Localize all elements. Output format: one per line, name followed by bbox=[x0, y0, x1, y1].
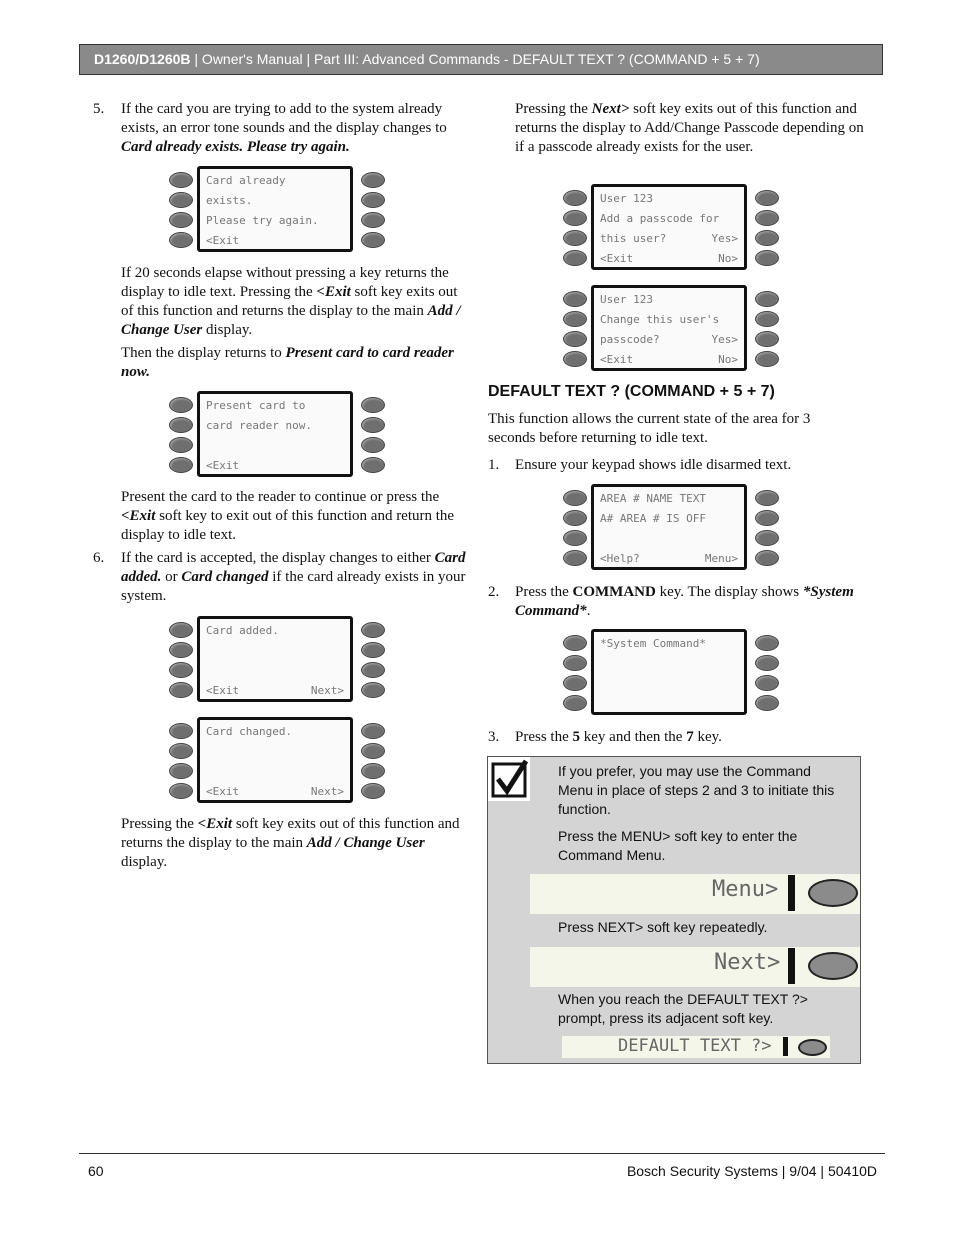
lcd-line bbox=[600, 695, 738, 713]
softkey-button-icon bbox=[169, 437, 193, 453]
softkey-button-icon bbox=[755, 490, 779, 506]
lcd-line bbox=[206, 743, 344, 761]
step-6-text: If the card is accepted, the display changes to either Card added. or Card changed if the card already exists in your system. bbox=[121, 550, 466, 604]
softkey-button-icon bbox=[169, 763, 193, 779]
softkey-button-icon bbox=[361, 417, 385, 433]
softkey-button-icon bbox=[563, 675, 587, 691]
softkey-button-icon bbox=[755, 291, 779, 307]
lcd-line: <Exit Next> bbox=[206, 785, 344, 798]
softkey-button-icon bbox=[755, 190, 779, 206]
softkey-button-icon bbox=[361, 723, 385, 739]
note-box bbox=[487, 756, 861, 1064]
lcd-line bbox=[206, 763, 344, 781]
lcd-line: User 123 bbox=[600, 192, 653, 205]
softkey-button-icon bbox=[563, 230, 587, 246]
softkey-button-icon bbox=[169, 397, 193, 413]
softkey-button-icon bbox=[169, 417, 193, 433]
footer-rule bbox=[79, 1153, 885, 1154]
default-text-softkey-illustration bbox=[562, 1036, 830, 1058]
step-number: 2. bbox=[488, 584, 500, 600]
step-number: 3. bbox=[488, 729, 500, 745]
next-paragraph: Pressing the Next> soft key exits out of this function and returns the display to Add/Change Passcode depending on if a passcode already exists for the user. bbox=[515, 101, 864, 155]
softkey-button-icon bbox=[169, 457, 193, 473]
softkey-button-icon bbox=[755, 311, 779, 327]
lcd-line: Card added. bbox=[206, 624, 279, 637]
step-2-text: Press the COMMAND key. The display shows *System Command*. bbox=[515, 584, 854, 619]
lcd-line: <Help? Menu> bbox=[600, 552, 738, 565]
cursor-bar bbox=[788, 948, 795, 984]
softkey-button-icon bbox=[361, 172, 385, 188]
softkey-button-icon bbox=[563, 550, 587, 566]
lcd-line bbox=[600, 530, 738, 548]
lcd-line: <Exit Next> bbox=[206, 684, 344, 697]
lcd-line bbox=[206, 662, 344, 680]
keypad-display bbox=[563, 285, 783, 373]
softkey-button-icon bbox=[169, 172, 193, 188]
softkey-button-icon bbox=[169, 622, 193, 638]
note-text-default: When you reach the DEFAULT TEXT ?> prompt, press its adjacent soft key. bbox=[558, 991, 808, 1026]
softkey-button-icon bbox=[755, 351, 779, 367]
cursor-bar bbox=[788, 875, 795, 911]
softkey-button-icon bbox=[169, 192, 193, 208]
lcd-line: Card changed. bbox=[206, 725, 293, 738]
lcd-screen bbox=[591, 285, 747, 371]
keypad-display bbox=[169, 616, 389, 704]
softkey-button-icon bbox=[563, 250, 587, 266]
lcd-line: this user? Yes> bbox=[600, 232, 738, 245]
softkey-button-icon bbox=[563, 331, 587, 347]
note-text-menu: Press the MENU> soft key to enter the Command Menu. bbox=[558, 828, 798, 863]
idle-paragraph: If 20 seconds elapse without pressing a key returns the display to idle text. Pressing the <Exit soft key exits out of this function and returns the display to the main Add / Change User display. bbox=[121, 265, 461, 338]
softkey-button-icon bbox=[361, 783, 385, 799]
lcd-line: <Exit No> bbox=[600, 353, 738, 366]
softkey-button-icon bbox=[563, 311, 587, 327]
softkey-button-icon bbox=[361, 662, 385, 678]
lcd-line bbox=[206, 437, 344, 455]
softkey-button-icon bbox=[361, 622, 385, 638]
softkey-button-icon bbox=[563, 490, 587, 506]
softkey-button-icon bbox=[169, 232, 193, 248]
lcd-line: Present card to bbox=[206, 399, 306, 412]
default-text-softkey-label: DEFAULT TEXT ?> bbox=[618, 1036, 772, 1056]
keypad-display bbox=[169, 166, 389, 254]
present-paragraph: Present the card to the reader to continue or press the <Exit soft key to exit out of this function and return the display to idle text. bbox=[121, 489, 455, 543]
lcd-screen bbox=[197, 166, 353, 252]
softkey-button-icon bbox=[361, 743, 385, 759]
next-softkey-illustration bbox=[530, 947, 860, 987]
keypad-display bbox=[563, 484, 783, 572]
lcd-screen bbox=[591, 484, 747, 570]
lcd-line: Add a passcode for bbox=[600, 212, 720, 225]
softkey-button-icon bbox=[755, 550, 779, 566]
menu-softkey-label: Menu> bbox=[712, 877, 779, 902]
keypad-display bbox=[169, 391, 389, 479]
softkey-button-icon bbox=[361, 437, 385, 453]
step-1-text: Ensure your keypad shows idle disarmed text. bbox=[515, 457, 792, 473]
note-text-intro: If you prefer, you may use the Command Menu in place of steps 2 and 3 to initiate this function. bbox=[558, 763, 835, 817]
softkey-button-icon bbox=[169, 783, 193, 799]
lcd-line: exists. bbox=[206, 194, 253, 207]
softkey-button-icon bbox=[563, 510, 587, 526]
step-number: 6. bbox=[93, 550, 105, 566]
softkey-button-icon bbox=[361, 212, 385, 228]
softkey-button-icon bbox=[563, 530, 587, 546]
footer-publisher: Bosch Security Systems | 9/04 | 50410D bbox=[626, 1163, 877, 1179]
softkey-button-icon bbox=[563, 291, 587, 307]
lcd-line: card reader now. bbox=[206, 419, 312, 432]
lcd-line: A# AREA # IS OFF bbox=[600, 512, 706, 525]
then-paragraph: Then the display returns to Present card to card reader now. bbox=[121, 345, 454, 380]
lcd-line: Change this user's bbox=[600, 313, 720, 326]
softkey-button-icon bbox=[169, 682, 193, 698]
softkey-button-icon bbox=[361, 192, 385, 208]
checkbox-icon bbox=[490, 759, 530, 799]
softkey-button-icon bbox=[755, 210, 779, 226]
softkey-button-icon bbox=[169, 723, 193, 739]
step-3-text: Press the 5 key and then the 7 key. bbox=[515, 729, 722, 745]
softkey-button-icon bbox=[755, 695, 779, 711]
lcd-screen bbox=[197, 717, 353, 803]
lcd-line bbox=[206, 642, 344, 660]
softkey-button-icon bbox=[361, 397, 385, 413]
softkey-button-icon bbox=[169, 212, 193, 228]
softkey-button-icon bbox=[755, 510, 779, 526]
step-5-text: If the card you are trying to add to the system already exists, an error tone sounds and the display changes to Card already exists. Please try again. bbox=[121, 101, 447, 155]
intro-paragraph: This function allows the current state of the area for 3 seconds before returning to idle text. bbox=[488, 411, 811, 446]
softkey-button-icon bbox=[169, 642, 193, 658]
softkey-button-icon bbox=[361, 232, 385, 248]
lcd-line bbox=[600, 675, 738, 693]
softkey-button-icon bbox=[563, 695, 587, 711]
keypad-display bbox=[169, 717, 389, 805]
softkey-button-icon bbox=[361, 642, 385, 658]
softkey-button-icon bbox=[361, 682, 385, 698]
softkey-button-icon bbox=[169, 743, 193, 759]
softkey-button-icon bbox=[361, 763, 385, 779]
softkey-button-icon bbox=[563, 635, 587, 651]
header-title: | Owner's Manual | Part III: Advanced Commands - DEFAULT TEXT ? (COMMAND + 5 + 7) bbox=[190, 51, 760, 67]
softkey-button-icon bbox=[755, 530, 779, 546]
lcd-screen bbox=[197, 616, 353, 702]
lcd-screen bbox=[591, 629, 747, 715]
softkey-button-icon bbox=[361, 457, 385, 473]
lcd-line: <Exit bbox=[206, 234, 240, 247]
softkey-button-icon bbox=[755, 250, 779, 266]
softkey-button-icon bbox=[755, 635, 779, 651]
page-number: 60 bbox=[88, 1163, 104, 1179]
softkey-button-icon bbox=[563, 190, 587, 206]
keypad-display bbox=[563, 184, 783, 272]
header-product: D1260/D1260B bbox=[94, 51, 191, 67]
softkey-button-icon bbox=[798, 1039, 827, 1056]
lcd-line: <Exit bbox=[206, 459, 240, 472]
lcd-line: Please try again. bbox=[206, 214, 319, 227]
lcd-line: Card already bbox=[206, 174, 286, 187]
next-softkey-label: Next> bbox=[714, 950, 781, 975]
note-text-next: Press NEXT> soft key repeatedly. bbox=[558, 919, 768, 935]
lcd-line: passcode? Yes> bbox=[600, 333, 738, 346]
softkey-button-icon bbox=[808, 879, 858, 907]
cursor-bar bbox=[783, 1037, 788, 1056]
softkey-button-icon bbox=[755, 230, 779, 246]
softkey-button-icon bbox=[563, 655, 587, 671]
section-heading: DEFAULT TEXT ? (COMMAND + 5 + 7) bbox=[488, 383, 775, 400]
softkey-button-icon bbox=[563, 351, 587, 367]
step-number: 1. bbox=[488, 457, 500, 473]
lcd-screen bbox=[591, 184, 747, 270]
lcd-line: User 123 bbox=[600, 293, 653, 306]
softkey-button-icon bbox=[808, 952, 858, 980]
page-header bbox=[79, 44, 883, 75]
lcd-line: AREA # NAME TEXT bbox=[600, 492, 706, 505]
softkey-button-icon bbox=[563, 210, 587, 226]
lcd-line: *System Command* bbox=[600, 637, 706, 650]
softkey-button-icon bbox=[169, 662, 193, 678]
menu-softkey-illustration bbox=[530, 874, 860, 914]
keypad-display bbox=[563, 629, 783, 717]
lcd-screen bbox=[197, 391, 353, 477]
softkey-button-icon bbox=[755, 655, 779, 671]
step-number: 5. bbox=[93, 101, 105, 117]
softkey-button-icon bbox=[755, 675, 779, 691]
lcd-line bbox=[600, 655, 738, 673]
exit-paragraph: Pressing the <Exit soft key exits out of this function and returns the display to the main Add / Change User display. bbox=[121, 816, 460, 870]
lcd-line: <Exit No> bbox=[600, 252, 738, 265]
softkey-button-icon bbox=[755, 331, 779, 347]
